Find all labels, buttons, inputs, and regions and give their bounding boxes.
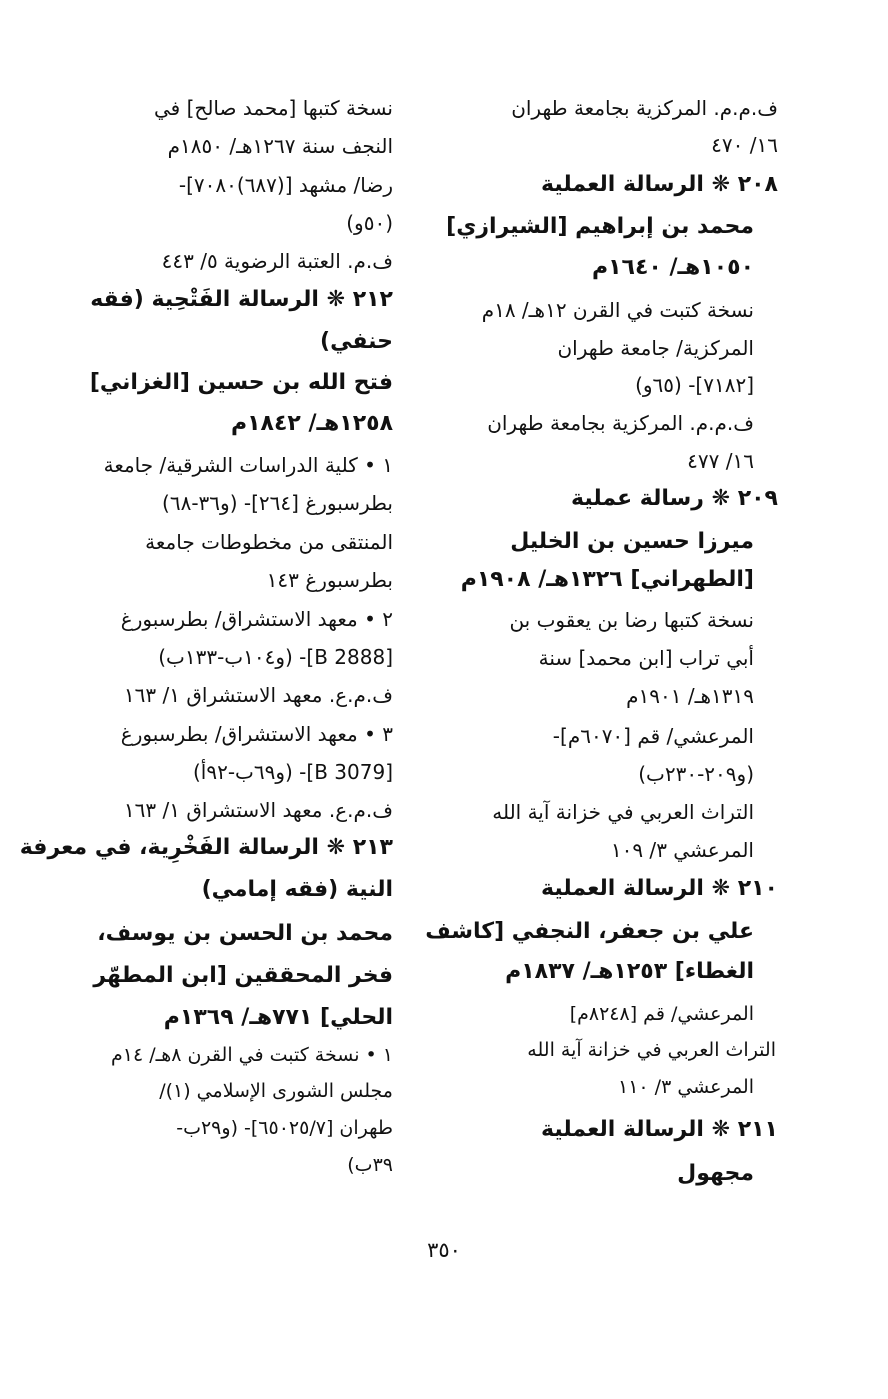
text-line: بطرسبورغ ١٤٣: [266, 568, 393, 592]
list-item: ٣ • معهد الاستشراق/ بطرسبورغ: [120, 722, 393, 746]
page-number: ٣٥٠: [427, 1238, 461, 1262]
author-date-line: ١٢٥٨هـ/ ١٨٤٢م: [230, 411, 393, 436]
text-line: (و٢٠٩-٢٣٠ب): [638, 762, 754, 786]
text-line: (٥٠و): [346, 211, 393, 235]
text-line: المرعشي ٣/ ١٠٩: [610, 838, 754, 862]
list-item: ١ • كلية الدراسات الشرقية/ جامعة: [103, 453, 393, 477]
text-line: التراث العربي في خزانة آية الله: [527, 1039, 776, 1061]
entry-heading-213-cont: النية (فقه إمامي): [201, 877, 393, 902]
author-line: محمد بن الحسن بن يوسف،: [97, 921, 393, 946]
text-line: ١٦/ ٤٧٧: [687, 449, 754, 473]
text-line: ف.م.م. المركزية بجامعة طهران: [487, 411, 754, 435]
author-line: فتح الله بن حسين [الغزاني]: [89, 370, 393, 395]
author-line: محمد بن إبراهيم [الشيرازي]: [446, 214, 754, 239]
entry-heading-212: ٢١٢ ❋ الرسالة الفَتْحِية (فقه: [90, 287, 393, 312]
list-item: ١ • نسخة كتبت في القرن ٨هـ/ ١٤م: [111, 1044, 393, 1066]
text-line: المركزية/ جامعة طهران: [557, 336, 754, 360]
entry-heading-211: ٢١١ ❋ الرسالة العملية: [541, 1117, 778, 1142]
author-date-line: [الطهراني] ١٣٢٦هـ/ ١٩٠٨م: [460, 567, 754, 592]
text-line: ف.م.ع. معهد الاستشراق ١/ ١٦٣: [123, 798, 393, 822]
text-line: المنتقى من مخطوطات جامعة: [145, 530, 393, 554]
text-line: مجلس الشورى الإسلامي (١)/: [159, 1080, 393, 1102]
author-line: علي بن جعفر، النجفي [كاشف: [425, 919, 754, 944]
list-item: ٢ • معهد الاستشراق/ بطرسبورغ: [120, 607, 393, 631]
author-date-line: الحلي] ٧٧١هـ/ ١٣٦٩م: [163, 1005, 393, 1030]
author-date-line: ١٠٥٠هـ/ ١٦٤٠م: [591, 255, 754, 280]
text-line: [B 3079]- (و٦٩ب-٩٢أ): [192, 760, 393, 784]
entry-heading-210: ٢١٠ ❋ الرسالة العملية: [541, 876, 778, 901]
text-line: أبي تراب [ابن محمد] سنة: [538, 646, 754, 670]
text-line: المرعشي/ قم [٨٢٤٨م]: [569, 1003, 754, 1025]
text-line: [٧١٨٢]- (٦٥و): [635, 373, 754, 397]
text-line: بطرسبورغ [٢٦٤]- (و٣٦-٦٨): [162, 491, 393, 515]
text-line: ف.م. العتبة الرضوية ٥/ ٤٤٣: [161, 249, 393, 273]
text-line: طهران [٦٥٠٢٥/٧]- (و٢٩ب-: [176, 1117, 393, 1139]
author-date-line: الغطاء] ١٢٥٣هـ/ ١٨٣٧م: [505, 959, 754, 984]
text-line: المرعشي ٣/ ١١٠: [618, 1076, 754, 1098]
author-line: فخر المحققين [ابن المطهّر: [93, 963, 393, 988]
text-line: ٣٩ب): [347, 1154, 393, 1176]
text-line: النجف سنة ١٢٦٧هـ/ ١٨٥٠م: [167, 134, 393, 158]
author-line: ميرزا حسين بن الخليل: [510, 529, 754, 554]
text-line: ف.م.م. المركزية بجامعة طهران: [511, 96, 778, 120]
text-line: ١٦/ ٤٧٠: [711, 133, 778, 157]
text-line: ١٣١٩هـ/ ١٩٠١م: [626, 684, 754, 708]
entry-heading-213: ٢١٣ ❋ الرسالة الفَخْرِية، في معرفة: [19, 835, 393, 860]
text-line: المرعشي/ قم [٦٠٧٠م]-: [552, 724, 754, 748]
text-line: نسخة كتبها رضا بن يعقوب بن: [509, 608, 754, 632]
author-line: مجهول: [677, 1161, 754, 1186]
entry-heading-212-cont: حنفي): [320, 329, 393, 354]
text-line: نسخة كتبها [محمد صالح] في: [154, 96, 393, 120]
entry-heading-208: ٢٠٨ ❋ الرسالة العملية: [541, 172, 778, 197]
entry-heading-209: ٢٠٩ ❋ رسالة عملية: [571, 486, 778, 511]
text-line: نسخة كتبت في القرن ١٢هـ/ ١٨م: [481, 298, 754, 322]
text-line: التراث العربي في خزانة آية الله: [492, 800, 754, 824]
text-line: ف.م.ع. معهد الاستشراق ١/ ١٦٣: [123, 683, 393, 707]
text-line: [B 2888]- (و١٠٤ب-١٣٣ب): [158, 645, 393, 669]
text-line: رضا/ مشهد [(٦٨٧)٧٠٨٠]-: [178, 173, 393, 197]
